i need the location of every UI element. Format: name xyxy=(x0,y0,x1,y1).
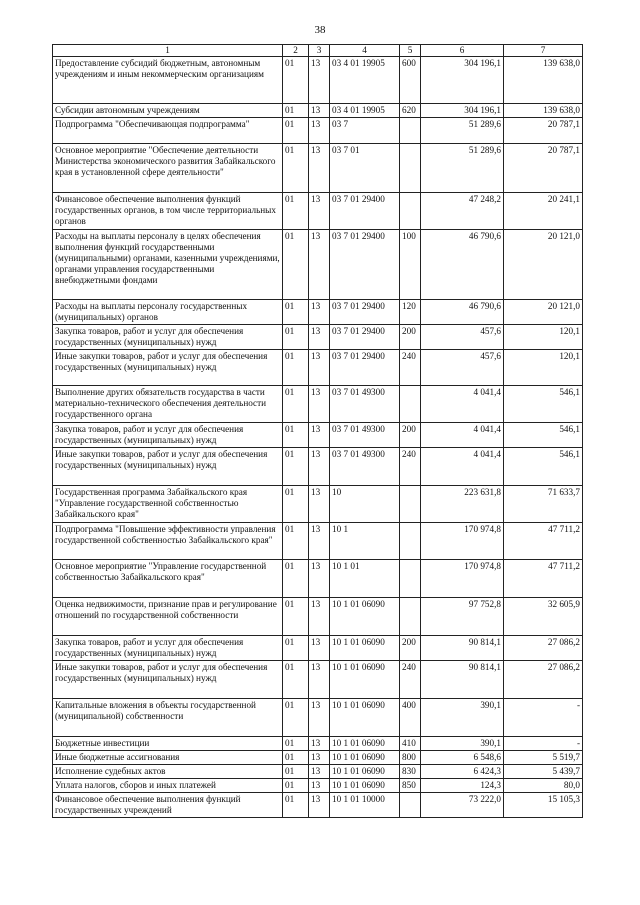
row-name: Закупка товаров, работ и услуг для обеспечения государственных (муниципальных) нужд xyxy=(53,325,283,350)
row-name: Субсидии автономным учреждениям xyxy=(53,104,283,118)
amount-executed: 5 519,7 xyxy=(504,751,583,765)
amount-executed: - xyxy=(504,699,583,737)
amount-planned: 390,1 xyxy=(421,699,504,737)
page-number: 38 xyxy=(314,24,326,36)
amount-planned: 4 041,4 xyxy=(421,423,504,448)
amount-executed: - xyxy=(504,737,583,751)
amount-executed: 27 086,2 xyxy=(504,636,583,661)
section-code: 01 xyxy=(283,423,309,448)
section-code: 01 xyxy=(283,300,309,325)
section-code: 01 xyxy=(283,144,309,193)
subsection-code: 13 xyxy=(309,386,330,423)
target-article-code: 10 1 01 06090 xyxy=(330,779,400,793)
subsection-code: 13 xyxy=(309,661,330,699)
table-row xyxy=(53,751,583,765)
table-row xyxy=(53,779,583,793)
section-code: 01 xyxy=(283,193,309,230)
row-name: Исполнение судебных актов xyxy=(53,765,283,779)
expense-type-code xyxy=(400,118,421,144)
row-name: Закупка товаров, работ и услуг для обеспечения государственных (муниципальных) нужд xyxy=(53,636,283,661)
table-row xyxy=(53,423,583,448)
amount-executed: 120,1 xyxy=(504,325,583,350)
table-row xyxy=(53,636,583,661)
amount-planned: 6 424,3 xyxy=(421,765,504,779)
expense-type-code: 120 xyxy=(400,300,421,325)
subsection-code: 13 xyxy=(309,751,330,765)
amount-executed: 20 787,1 xyxy=(504,144,583,193)
target-article-code: 10 1 01 06090 xyxy=(330,765,400,779)
column-header: 1 xyxy=(53,45,283,57)
amount-planned: 170 974,8 xyxy=(421,560,504,598)
row-name: Иные закупки товаров, работ и услуг для обеспечения государственных (муниципальных) нужд xyxy=(53,661,283,699)
amount-executed: 546,1 xyxy=(504,386,583,423)
section-code: 01 xyxy=(283,325,309,350)
expense-type-code xyxy=(400,486,421,523)
row-name: Расходы на выплаты персоналу государственных (муниципальных) органов xyxy=(53,300,283,325)
expense-type-code xyxy=(400,598,421,636)
target-article-code: 10 1 01 06090 xyxy=(330,661,400,699)
subsection-code: 13 xyxy=(309,57,330,104)
amount-planned: 390,1 xyxy=(421,737,504,751)
subsection-code: 13 xyxy=(309,325,330,350)
expense-type-code xyxy=(400,560,421,598)
amount-executed: 139 638,0 xyxy=(504,57,583,104)
row-name: Бюджетные инвестиции xyxy=(53,737,283,751)
amount-planned: 51 289,6 xyxy=(421,144,504,193)
expense-type-code: 240 xyxy=(400,661,421,699)
expense-type-code xyxy=(400,523,421,560)
row-name: Подпрограмма "Обеспечивающая подпрограмма" xyxy=(53,118,283,144)
expense-type-code: 200 xyxy=(400,325,421,350)
amount-planned: 47 248,2 xyxy=(421,193,504,230)
subsection-code: 13 xyxy=(309,779,330,793)
section-code: 01 xyxy=(283,230,309,300)
amount-planned: 51 289,6 xyxy=(421,118,504,144)
expense-type-code: 600 xyxy=(400,57,421,104)
subsection-code: 13 xyxy=(309,598,330,636)
target-article-code: 03 7 01 49300 xyxy=(330,386,400,423)
subsection-code: 13 xyxy=(309,448,330,486)
row-name: Основное мероприятие "Обеспечение деятельности Министерства экономического развития Забайкальского края в установленной сфере деятельности" xyxy=(53,144,283,193)
amount-executed: 546,1 xyxy=(504,423,583,448)
expense-type-code: 200 xyxy=(400,636,421,661)
section-code: 01 xyxy=(283,793,309,818)
section-code: 01 xyxy=(283,737,309,751)
amount-planned: 4 041,4 xyxy=(421,448,504,486)
subsection-code: 13 xyxy=(309,523,330,560)
section-code: 01 xyxy=(283,386,309,423)
section-code: 01 xyxy=(283,486,309,523)
amount-executed: 71 633,7 xyxy=(504,486,583,523)
amount-executed: 32 605,9 xyxy=(504,598,583,636)
expense-type-code: 800 xyxy=(400,751,421,765)
amount-planned: 223 631,8 xyxy=(421,486,504,523)
table-row xyxy=(53,765,583,779)
section-code: 01 xyxy=(283,104,309,118)
table-row xyxy=(53,661,583,699)
subsection-code: 13 xyxy=(309,486,330,523)
subsection-code: 13 xyxy=(309,193,330,230)
subsection-code: 13 xyxy=(309,737,330,751)
section-code: 01 xyxy=(283,765,309,779)
section-code: 01 xyxy=(283,699,309,737)
target-article-code: 03 7 01 29400 xyxy=(330,300,400,325)
subsection-code: 13 xyxy=(309,144,330,193)
subsection-code: 13 xyxy=(309,300,330,325)
target-article-code: 10 1 xyxy=(330,523,400,560)
amount-planned: 304 196,1 xyxy=(421,57,504,104)
column-header: 3 xyxy=(309,45,330,57)
column-header: 6 xyxy=(421,45,504,57)
target-article-code: 03 7 01 29400 xyxy=(330,193,400,230)
section-code: 01 xyxy=(283,523,309,560)
column-header: 7 xyxy=(504,45,583,57)
amount-planned: 97 752,8 xyxy=(421,598,504,636)
amount-planned: 457,6 xyxy=(421,325,504,350)
section-code: 01 xyxy=(283,661,309,699)
row-name: Капитальные вложения в объекты государственной (муниципальной) собственности xyxy=(53,699,283,737)
target-article-code: 10 1 01 06090 xyxy=(330,598,400,636)
subsection-code: 13 xyxy=(309,118,330,144)
amount-planned: 6 548,6 xyxy=(421,751,504,765)
row-name: Предоставление субсидий бюджетным, автономным учреждениям и иным некоммерческим организациям xyxy=(53,57,283,104)
amount-planned: 46 790,6 xyxy=(421,300,504,325)
subsection-code: 13 xyxy=(309,230,330,300)
table-row xyxy=(53,144,583,193)
expense-type-code: 200 xyxy=(400,423,421,448)
target-article-code: 10 xyxy=(330,486,400,523)
amount-executed: 27 086,2 xyxy=(504,661,583,699)
target-article-code: 03 7 01 29400 xyxy=(330,230,400,300)
amount-executed: 80,0 xyxy=(504,779,583,793)
amount-executed: 20 121,0 xyxy=(504,230,583,300)
section-code: 01 xyxy=(283,636,309,661)
row-name: Оценка недвижимости, признание прав и регулирование отношений по государственной собственности xyxy=(53,598,283,636)
table-row xyxy=(53,118,583,144)
expense-type-code xyxy=(400,144,421,193)
table-row xyxy=(53,560,583,598)
amount-planned: 4 041,4 xyxy=(421,386,504,423)
expense-type-code: 240 xyxy=(400,448,421,486)
target-article-code: 03 7 01 49300 xyxy=(330,448,400,486)
target-article-code: 10 1 01 06090 xyxy=(330,636,400,661)
table-row xyxy=(53,300,583,325)
header-row xyxy=(53,45,583,57)
subsection-code: 13 xyxy=(309,793,330,818)
amount-executed: 120,1 xyxy=(504,350,583,386)
expense-type-code xyxy=(400,386,421,423)
table-row xyxy=(53,193,583,230)
row-name: Уплата налогов, сборов и иных платежей xyxy=(53,779,283,793)
expense-type-code: 830 xyxy=(400,765,421,779)
target-article-code: 10 1 01 xyxy=(330,560,400,598)
row-name: Государственная программа Забайкальского края "Управление государственной собственностью Забайкальского края" xyxy=(53,486,283,523)
amount-executed: 47 711,2 xyxy=(504,560,583,598)
table-row xyxy=(53,598,583,636)
target-article-code: 10 1 01 10000 xyxy=(330,793,400,818)
table-row xyxy=(53,793,583,818)
subsection-code: 13 xyxy=(309,104,330,118)
section-code: 01 xyxy=(283,751,309,765)
expense-type-code: 410 xyxy=(400,737,421,751)
table-row xyxy=(53,386,583,423)
table-row xyxy=(53,699,583,737)
amount-executed: 15 105,3 xyxy=(504,793,583,818)
column-header: 2 xyxy=(283,45,309,57)
subsection-code: 13 xyxy=(309,765,330,779)
budget-table xyxy=(52,44,583,818)
section-code: 01 xyxy=(283,350,309,386)
table-row xyxy=(53,350,583,386)
amount-executed: 139 638,0 xyxy=(504,104,583,118)
target-article-code: 03 7 01 29400 xyxy=(330,325,400,350)
table-row xyxy=(53,325,583,350)
target-article-code: 03 4 01 19905 xyxy=(330,104,400,118)
section-code: 01 xyxy=(283,598,309,636)
amount-planned: 90 814,1 xyxy=(421,636,504,661)
expense-type-code xyxy=(400,793,421,818)
section-code: 01 xyxy=(283,779,309,793)
amount-executed: 546,1 xyxy=(504,448,583,486)
row-name: Выполнение других обязательств государства в части материально-технического обеспечения деятельности государственного органа xyxy=(53,386,283,423)
row-name: Расходы на выплаты персоналу в целях обеспечения выполнения функций государственными (муниципальными) органами, казенными учреждениями, органами управления государственными внебюджетными фондами xyxy=(53,230,283,300)
amount-executed: 20 787,1 xyxy=(504,118,583,144)
table-row xyxy=(53,104,583,118)
row-name: Основное мероприятие "Управление государственной собственностью Забайкальского края" xyxy=(53,560,283,598)
amount-planned: 304 196,1 xyxy=(421,104,504,118)
row-name: Иные закупки товаров, работ и услуг для обеспечения государственных (муниципальных) нужд xyxy=(53,350,283,386)
target-article-code: 10 1 01 06090 xyxy=(330,751,400,765)
table-row xyxy=(53,230,583,300)
section-code: 01 xyxy=(283,118,309,144)
target-article-code: 03 7 01 29400 xyxy=(330,350,400,386)
column-header: 5 xyxy=(400,45,421,57)
expense-type-code xyxy=(400,193,421,230)
amount-executed: 5 439,7 xyxy=(504,765,583,779)
table-row xyxy=(53,486,583,523)
amount-planned: 457,6 xyxy=(421,350,504,386)
expense-type-code: 620 xyxy=(400,104,421,118)
table-row xyxy=(53,448,583,486)
subsection-code: 13 xyxy=(309,636,330,661)
section-code: 01 xyxy=(283,448,309,486)
expense-type-code: 400 xyxy=(400,699,421,737)
row-name: Финансовое обеспечение выполнения функций государственных учреждений xyxy=(53,793,283,818)
target-article-code: 03 7 01 xyxy=(330,144,400,193)
table-row xyxy=(53,523,583,560)
target-article-code: 03 4 01 19905 xyxy=(330,57,400,104)
target-article-code: 03 7 01 49300 xyxy=(330,423,400,448)
row-name: Иные закупки товаров, работ и услуг для обеспечения государственных (муниципальных) нужд xyxy=(53,448,283,486)
row-name: Финансовое обеспечение выполнения функций государственных органов, в том числе территориальных органов xyxy=(53,193,283,230)
target-article-code: 10 1 01 06090 xyxy=(330,699,400,737)
table-row xyxy=(53,737,583,751)
table-row xyxy=(53,57,583,104)
subsection-code: 13 xyxy=(309,423,330,448)
expense-type-code: 240 xyxy=(400,350,421,386)
row-name: Иные бюджетные ассигнования xyxy=(53,751,283,765)
amount-executed: 47 711,2 xyxy=(504,523,583,560)
amount-planned: 90 814,1 xyxy=(421,661,504,699)
subsection-code: 13 xyxy=(309,560,330,598)
target-article-code: 10 1 01 06090 xyxy=(330,737,400,751)
amount-executed: 20 241,1 xyxy=(504,193,583,230)
amount-executed: 20 121,0 xyxy=(504,300,583,325)
row-name: Подпрограмма "Повышение эффективности управления государственной собственностью Забайкальского края" xyxy=(53,523,283,560)
column-header: 4 xyxy=(330,45,400,57)
subsection-code: 13 xyxy=(309,350,330,386)
target-article-code: 03 7 xyxy=(330,118,400,144)
amount-planned: 124,3 xyxy=(421,779,504,793)
amount-planned: 73 222,0 xyxy=(421,793,504,818)
amount-planned: 46 790,6 xyxy=(421,230,504,300)
expense-type-code: 100 xyxy=(400,230,421,300)
row-name: Закупка товаров, работ и услуг для обеспечения государственных (муниципальных) нужд xyxy=(53,423,283,448)
subsection-code: 13 xyxy=(309,699,330,737)
amount-planned: 170 974,8 xyxy=(421,523,504,560)
expense-type-code: 850 xyxy=(400,779,421,793)
section-code: 01 xyxy=(283,57,309,104)
section-code: 01 xyxy=(283,560,309,598)
